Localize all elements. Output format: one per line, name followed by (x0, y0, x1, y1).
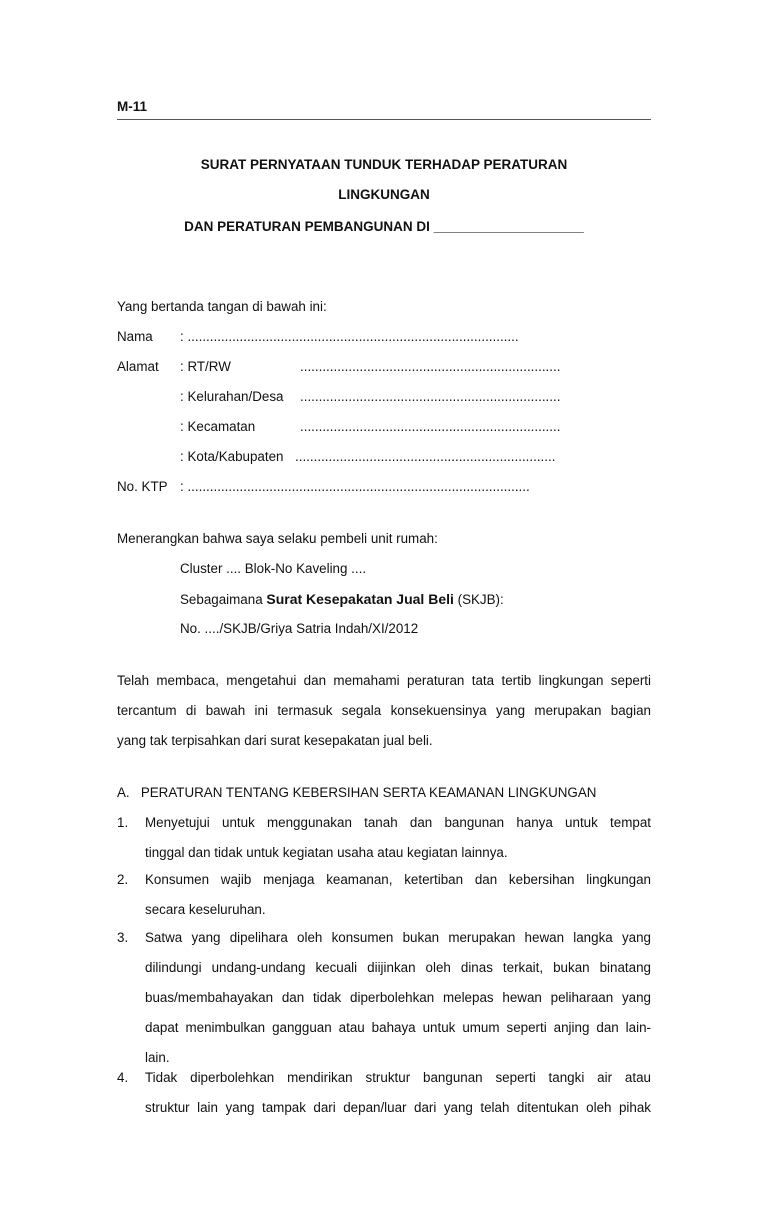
nama-label: Nama (117, 329, 153, 344)
title-line-3: DAN PERATURAN PEMBANGUNAN DI ____________________ (184, 219, 584, 234)
item-line: Tidak diperbolehkan mendirikan struktur bangunan seperti tangki air atau (145, 1070, 651, 1085)
cluster-line: Cluster .... Blok-No Kaveling .... (180, 561, 367, 576)
item-line: dilindungi undang-undang kecuali diijinkan oleh dinas terkait, bukan binatang (145, 960, 651, 975)
item-number: 3. (117, 930, 129, 945)
ktp-field: : ............................................................................................ (180, 479, 530, 494)
rtrw-field: ...................................................................... (300, 359, 561, 374)
skjb-line (180, 591, 504, 607)
item-line: buas/membahayakan dan tidak diperbolehkan melepas hewan peliharaan yang (145, 990, 651, 1005)
item-line: tinggal dan tidak untuk kegiatan usaha atau kegiatan lainnya. (145, 845, 508, 860)
nama-field: : ......................................................................................... (180, 329, 519, 344)
kelurahan-label: : Kelurahan/Desa (180, 389, 284, 404)
skjb-number: No. ..../SKJB/Griya Satria Indah/XI/2012 (180, 621, 419, 636)
item-line: Konsumen wajib menjaga keamanan, ketertiban dan kebersihan lingkungan (145, 872, 651, 887)
paragraph-line: tercantum di bawah ini termasuk segala konsekuensinya yang merupakan bagian (117, 703, 651, 718)
item-number: 1. (117, 815, 129, 830)
item-number: 4. (117, 1070, 129, 1085)
skjb-prefix: Sebagaimana (180, 592, 267, 607)
kelurahan-field: ...................................................................... (300, 389, 561, 404)
item-line: dapat menimbulkan gangguan atau bahaya untuk umum seperti anjing dan lain- (145, 1020, 651, 1035)
item-line: secara keseluruhan. (145, 902, 266, 917)
item-line: lain. (145, 1050, 170, 1065)
statement-text: Menerangkan bahwa saya selaku pembeli unit rumah: (117, 531, 438, 546)
alamat-label: Alamat (117, 359, 159, 374)
kota-label: : Kota/Kabupaten (180, 449, 284, 464)
intro-text: Yang bertanda tangan di bawah ini: (117, 299, 327, 314)
kecamatan-label: : Kecamatan (180, 419, 256, 434)
skjb-suffix: (SKJB): (453, 592, 504, 607)
form-code: M-11 (117, 99, 148, 114)
header-rule (117, 119, 651, 120)
rtrw-label: : RT/RW (180, 359, 231, 374)
item-line: struktur lain yang tampak dari depan/luar dari yang telah ditentukan oleh pihak (145, 1100, 651, 1115)
ktp-label: No. KTP (117, 479, 168, 494)
item-line: Menyetujui untuk menggunakan tanah dan bangunan hanya untuk tempat (145, 815, 651, 830)
title-line-2: LINGKUNGAN (338, 187, 430, 202)
paragraph-line: yang tak terpisahkan dari surat kesepakatan jual beli. (117, 733, 433, 748)
paragraph-line: Telah membaca, mengetahui dan memahami peraturan tata tertib lingkungan seperti (117, 673, 651, 688)
section-a-heading: A. PERATURAN TENTANG KEBERSIHAN SERTA KEAMANAN LINGKUNGAN (117, 785, 597, 800)
skjb-bold: Surat Kesepakatan Jual Beli (266, 591, 454, 607)
kota-field: ...................................................................... (295, 449, 556, 464)
item-line: Satwa yang dipelihara oleh konsumen bukan merupakan hewan langka yang (145, 930, 651, 945)
title-line-1: SURAT PERNYATAAN TUNDUK TERHADAP PERATURAN (200, 157, 568, 172)
item-number: 2. (117, 872, 129, 887)
kecamatan-field: ...................................................................... (300, 419, 561, 434)
